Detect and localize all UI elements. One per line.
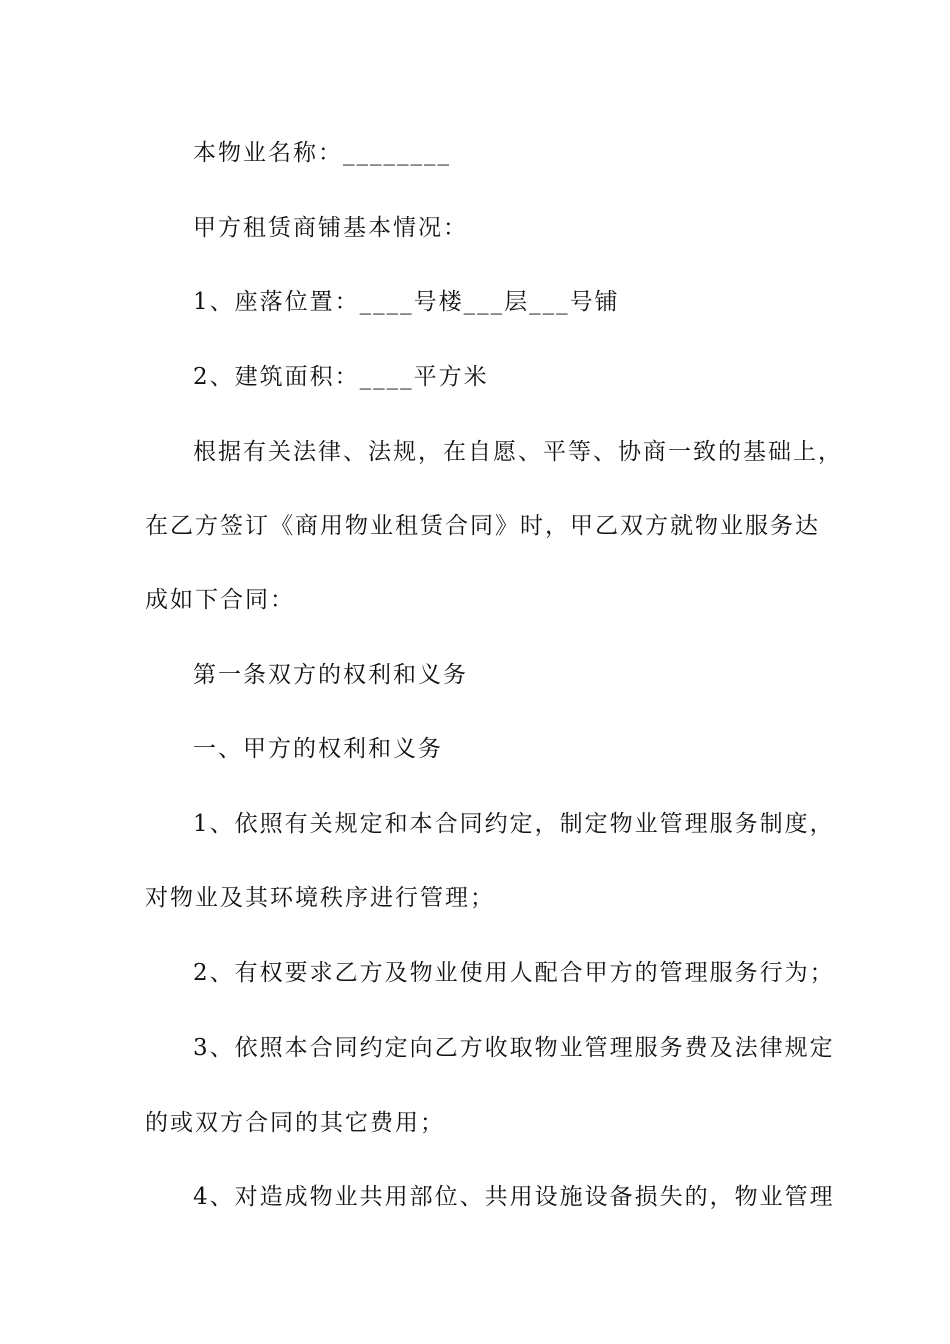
party-a-item-1-line-1: 1、依照有关规定和本合同约定，制定物业管理服务制度， [193, 811, 835, 837]
party-a-item-4-line-1: 4、对造成物业共用部位、共用设施设备损失的，物业管理 [193, 1184, 835, 1210]
article-one-heading: 第一条双方的权利和义务 [193, 662, 468, 688]
shop-basic-info-heading: 甲方租赁商铺基本情况： [193, 215, 468, 241]
preamble-line-1: 根据有关法律、法规，在自愿、平等、协商一致的基础上， [193, 439, 843, 465]
floor-area-line: 2、建筑面积：____平方米 [193, 364, 489, 390]
property-name-line: 本物业名称：________ [193, 140, 451, 166]
party-a-item-3-line-1: 3、依照本合同约定向乙方收取物业管理服务费及法律规定 [193, 1035, 835, 1061]
party-a-item-2: 2、有权要求乙方及物业使用人配合甲方的管理服务行为； [193, 960, 835, 986]
party-a-item-3-line-2: 的或双方合同的其它费用； [145, 1110, 445, 1136]
preamble-line-2: 在乙方签订《商用物业租赁合同》时，甲乙双方就物业服务达 [145, 513, 820, 539]
party-a-rights-heading: 一、甲方的权利和义务 [193, 736, 443, 762]
preamble-line-3: 成如下合同： [145, 587, 295, 613]
party-a-item-1-line-2: 对物业及其环境秩序进行管理； [145, 885, 495, 911]
location-line: 1、座落位置：____号楼___层___号铺 [193, 289, 620, 315]
